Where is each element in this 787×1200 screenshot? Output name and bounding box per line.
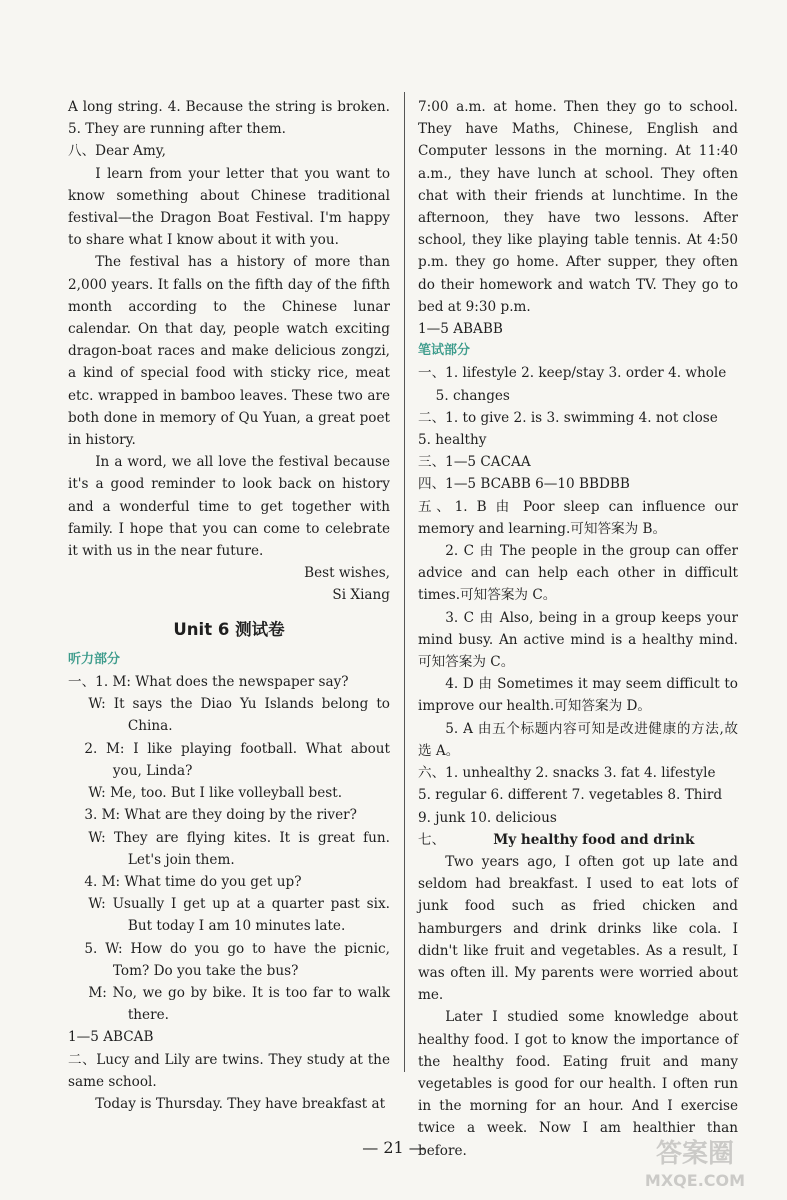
essay-heading <box>418 829 738 851</box>
dialogue-line: W: Usually I get up at a quarter past six. But today I am 10 minutes late. <box>88 896 390 935</box>
letter-paragraph: I learn from your letter that you want to know something about Chinese traditional festival—the Dragon Boat Festival. I'm happy to share what I know about it with you. <box>68 165 390 249</box>
dialogue-line: W: They are flying kites. It is great fun. Let's join them. <box>88 829 390 868</box>
answer-line: 二、1. to give 2. is 3. swimming 4. not close <box>418 409 718 426</box>
explanation: 2. C 由 The people in the group can offer advice and can help each other in difficult times.可知答案为 C。 <box>418 543 738 604</box>
explanation: 五、1. B 由 Poor sleep can influence our memory and learning.可知答案为 B。 <box>418 498 738 537</box>
answer-line: 四、1—5 BCABB 6—10 BBDBB <box>418 476 630 493</box>
answer-line: 三、1—5 CACAA <box>418 454 531 471</box>
dialogue-line: 2. M: I like playing football. What about you, Linda? <box>84 740 390 779</box>
explanation: 5. A 由五个标题内容可知是改进健康的方法,故选 A。 <box>418 720 738 759</box>
letter-paragraph: The festival has a history of more than 2,000 years. It falls on the fifth day of the fifth month according to the Chinese lunar calendar. On that day, people watch exciting dragon-boat races and make delicious zongzi, a kind of special food with sticky rice, meat etc. wrapped in bamboo leaves. These two are both done in memory of Qu Yuan, a great poet in history. <box>68 254 390 449</box>
letter-signature: Si Xiang <box>332 587 390 604</box>
unit-title: Unit 6 测试卷 <box>173 619 285 639</box>
essay-number: 七、 <box>418 831 446 848</box>
essay-title: My healthy food and drink <box>493 831 695 848</box>
letter-greeting: 八、Dear Amy, <box>68 143 166 160</box>
column-divider <box>404 92 405 1072</box>
passage-line: 二、Lucy and Lily are twins. They study at the same school. <box>68 1051 390 1090</box>
passage-paragraph: 7:00 a.m. at home. Then they go to school. They have Maths, Chinese, English and Computer lessons in the morning. At 11:40 a.m., they have lunch at school. They often chat with their friends at lunchtime. In the afternoon, they have two lessons. After school, they like playing table tennis. At 4:50 p.m. they go home. After supper, they often do their homework and watch TV. They go to bed at 9:30 p.m. <box>418 99 738 315</box>
dialogue-line: M: No, we go by bike. It is too far to walk there. <box>88 984 390 1024</box>
letter-closing: Best wishes, <box>304 565 390 582</box>
answer-line: 5. regular 6. different 7. vegetables 8. Third <box>418 787 723 804</box>
right-column <box>418 96 738 1162</box>
explanation: 3. C 由 Also, being in a group keeps your mind busy. An active mind is a healthy mind.可知答案为 C。 <box>418 609 738 671</box>
letter-paragraph: In a word, we all love the festival because it's a good reminder to look back on history and a wonderful time to get together with family. I hope that you can come to celebrate it with us in the near future. <box>68 454 390 560</box>
answer-line: 9. junk 10. delicious <box>418 809 557 826</box>
explanation: 4. D 由 Sometimes it may seem difficult to improve our health.可知答案为 D。 <box>418 676 738 715</box>
dialogue-line: 一、1. M: What does the newspaper say? <box>68 674 349 691</box>
dialogue-line: W: Me, too. But I like volleyball best. <box>88 785 343 802</box>
answer-line: 5. changes <box>435 387 510 404</box>
site-watermark-logo <box>615 1130 775 1192</box>
essay-paragraph: Later I studied some knowledge about healthy food. I got to know the importance of the healthy food. Eating fruit and many vegetables is good for our health. I often run in the morning for an hour. And I exercise twice a week. Now I am healthier than before. <box>418 1009 738 1159</box>
passage-line: Today is Thursday. They have breakfast at <box>95 1095 386 1112</box>
answer-line: 六、1. unhealthy 2. snacks 3. fat 4. lifestyle <box>418 765 716 782</box>
answer-key: 1—5 ABABB <box>418 321 503 338</box>
answer-line: 一、1. lifestyle 2. keep/stay 3. order 4. whole <box>418 365 727 382</box>
left-column <box>68 96 390 1115</box>
dialogue-line: 3. M: What are they doing by the river? <box>84 807 357 824</box>
answer-line: 5. healthy <box>418 432 487 449</box>
dialogue-line: 5. W: How do you go to have the picnic, Tom? Do you take the bus? <box>84 940 390 979</box>
svg-text:答案圈: 答案圈 <box>655 1139 735 1169</box>
page-number: — 21 — <box>362 1138 425 1157</box>
svg-text:MXQE.COM: MXQE.COM <box>644 1171 746 1190</box>
section-label-listening: 听力部分 <box>68 651 121 667</box>
dialogue-line: W: It says the Diao Yu Islands belong to China. <box>88 696 390 735</box>
dialogue-line: 4. M: What time do you get up? <box>84 873 302 890</box>
answer-key: 1—5 ABCAB <box>68 1029 154 1046</box>
essay-paragraph: Two years ago, I often got up late and seldom had breakfast. I used to eat lots of junk food such as fried chicken and hamburgers and drink drinks like cola. I didn't like fruit and vegetables. As a result, I was often ill. My parents were worried about me. <box>418 853 738 1004</box>
section-label-written: 笔试部分 <box>418 343 471 359</box>
answer-line: A long string. 4. Because the string is broken. 5. They are running after them. <box>68 99 390 138</box>
